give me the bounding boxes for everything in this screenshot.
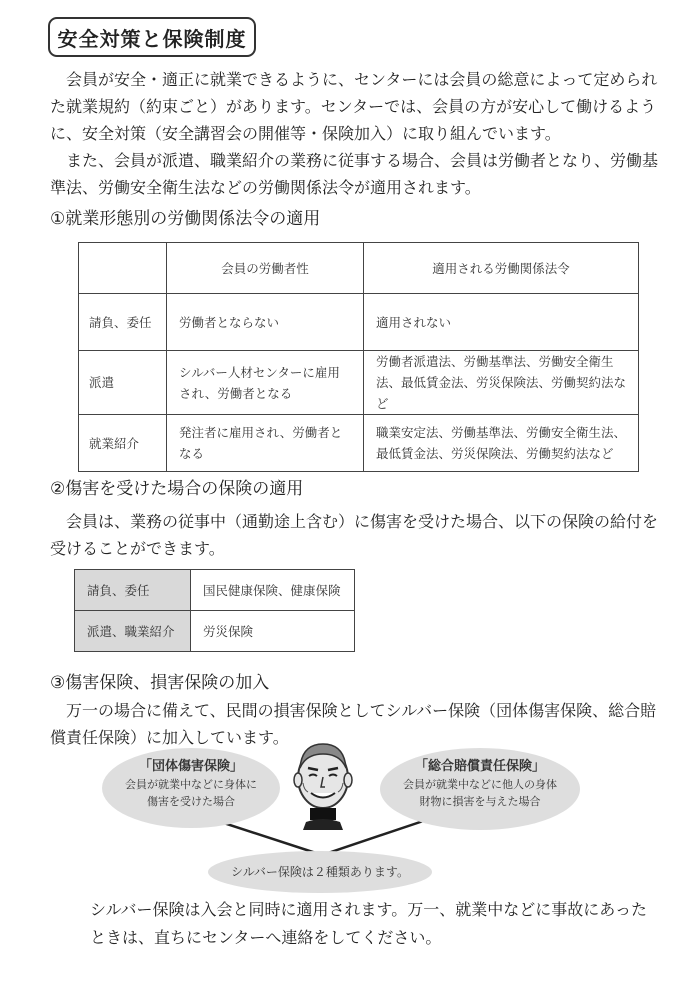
two-types-bubble: シルバー保険は２種類あります。 — [208, 851, 432, 893]
table-cell: 請負、委任 — [79, 294, 167, 351]
footer-line: ときは、直ちにセンターへ連絡をしてください。 — [90, 928, 442, 947]
section2-heading: ②傷害を受けた場合の保険の適用 — [50, 479, 304, 499]
section2-paragraph: 会員は、業務の従事中（通勤途上含む）に傷害を受けた場合、以下の保険の給付を受けることができます。 — [50, 512, 659, 558]
liability-bubble — [380, 748, 580, 830]
table-cell: 就業紹介 — [79, 415, 167, 472]
table-cell: 職業安定法、労働基準法、労働安全衛生法、最低賃金法、労災保険法、労働契約法など — [364, 415, 639, 472]
footer-line: シルバー保険は入会と同時に適用されます。万一、就業中などに事故にあった — [90, 900, 648, 919]
table-cell: 請負、委任 — [75, 570, 191, 611]
table-cell: 適用されない — [364, 294, 639, 351]
section3-paragraph: 万一の場合に備えて、民間の損害保険としてシルバー保険（団体傷害保険、総合賠償責任保険）に加入しています。 — [50, 701, 657, 747]
footer-text — [90, 896, 650, 952]
table-cell: 労働者とならない — [167, 294, 364, 351]
table-cell: 労災保険 — [191, 611, 355, 652]
group-injury-bubble — [102, 748, 280, 828]
intro-paragraph-1: 会員が安全・適正に就業できるように、センターには会員の総意によって定められた就業規約（約束ごと）があります。センターでは、会員の方が安心して働けるように、安全対策（安全講習会の開催等・保険加入）に取り組んでいます。 — [50, 70, 658, 143]
bubble-line: 傷害を受けた場合 — [147, 795, 235, 808]
bubble-title: 「団体傷害保険」 — [138, 759, 243, 774]
bubble-title: 「総合賠償責任保険」 — [414, 759, 545, 774]
intro-paragraph-2: また、会員が派遣、職業紹介の業務に従事する場合、会員は労働者となり、労働基準法、労働安全衛生法などの労働関係法令が適用されます。 — [50, 151, 659, 197]
bubble-line: 会員が就業中などに他人の身体 — [403, 778, 557, 791]
table-cell: シルバー人材センターに雇用され、労働者となる — [167, 351, 364, 415]
section3-heading: ③傷害保険、損害保険の加入 — [50, 673, 270, 693]
elderly-man-illustration — [288, 738, 358, 830]
table-cell: 発注者に雇用され、労働者となる — [167, 415, 364, 472]
section1-heading: ①就業形態別の労働関係法令の適用 — [50, 209, 321, 229]
table-cell: 国民健康保険、健康保険 — [191, 570, 355, 611]
table-cell: 派遣、職業紹介 — [75, 611, 191, 652]
page-title: 安全対策と保険制度 — [48, 17, 256, 57]
table-cell: 労働者派遣法、労働基準法、労働安全衛生法、最低賃金法、労災保険法、労働契約法など — [364, 351, 639, 415]
table-header-cell: 適用される労働関係法令 — [364, 243, 639, 294]
table-cell: 派遣 — [79, 351, 167, 415]
bubble-line: 財物に損害を与えた場合 — [419, 795, 541, 808]
table-header-cell: 会員の労働者性 — [167, 243, 364, 294]
bubble-line: 会員が就業中などに身体に — [125, 778, 257, 791]
